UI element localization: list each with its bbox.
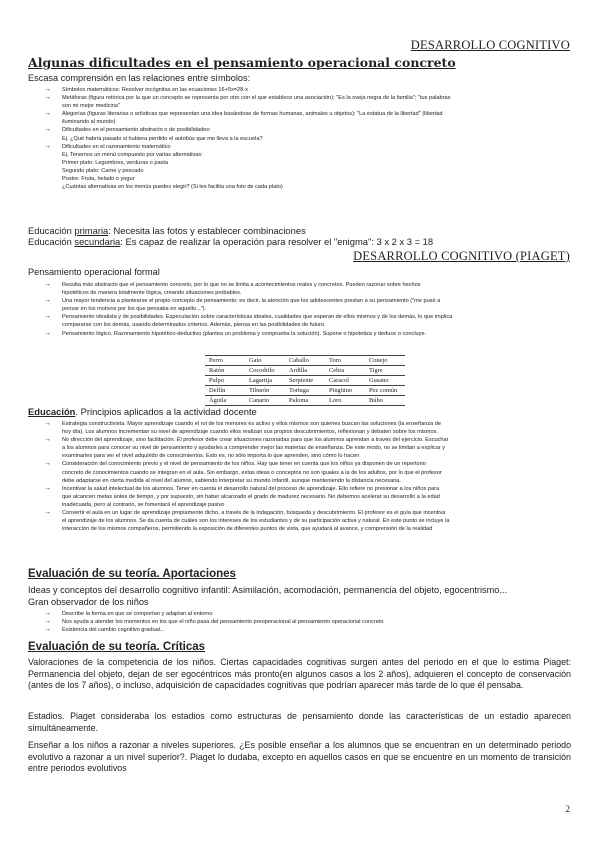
list-item-line: → Dificultades en el razonamiento matemático (62, 143, 171, 150)
table-cell: Gusano (365, 376, 405, 386)
list-item (44, 436, 564, 460)
list-item-line: pensar en los motivos por los que pensaba en aquello..."). (62, 306, 207, 313)
list-item-line: → Incentivar la salud intelectual de los alumnos. Tener en cuenta el desarrollo natural del proceso de aprendizaje. Ello refiere no presionar a los niños para (62, 485, 440, 492)
list-item (44, 460, 564, 484)
list-item-line: el aprendizaje de los alumnos. Se da cuenta de cuáles son los intereses de los estudiantes y de su participación activa y natural. En este punto se incluye la (62, 518, 450, 525)
list-item (44, 143, 564, 192)
list-item-line: que alcancen metas antes de tiempo, y por supuesto, sin haber alcanzado el grado de madurez necesario. No debemos acelerar su desarrollo a la edad (62, 493, 440, 500)
list-item (44, 330, 564, 338)
list-item-line: → Alegorías (figuras literarias o artísticas que representan una idea basándose de formas humanas, animales u objetos): "La estatua de la libertad" (libertad (62, 111, 443, 118)
table-cell: Gato (245, 356, 285, 366)
list-item-line: hoy día). Los alumnos incrementan su nivel de aprendizaje cuando ellos realizan sus propios descubrimientos, reflexionan y debaten sobre los mismos. (62, 429, 438, 436)
list-item (44, 626, 564, 634)
list-item-line: → Existencia del cambio cognitivo gradual... (62, 627, 165, 634)
table-cell: Caballo (285, 356, 325, 366)
list-item (44, 610, 564, 618)
animals-table (205, 355, 405, 406)
list-item (44, 281, 564, 297)
table-cell: Canario (245, 396, 285, 406)
list-item-line: Segundo plato: Carne y pescado (62, 167, 144, 174)
list-item-line: compararse con los demás, usando determinados criterios. Además, piensa en las posibilidades de futuro. (62, 322, 326, 329)
table-row (205, 356, 405, 366)
table-cell: Serpiente (285, 376, 325, 386)
table-row (205, 366, 405, 376)
criticas-paragraph-1: Valoraciones de la competencia de los niños. Ciertas capacidades cognitivas surgen antes del periodo en el que lo estima Piaget: Permanencia del objeto, dejan de ser egocéntricos más pronto(en algunos casos a los 2 años), adquieren el concepto de conservación (antes de los 7 años), o incluso, adquisición de capacidades cognitivas que podrían aparecer más tarde de lo que él pensaba. (28, 657, 571, 691)
table-cell: Delfín (205, 386, 245, 396)
page-number: 2 (565, 804, 570, 814)
list-item-line: → No dirección del aprendizaje, sino facilitación. El profesor debe crear situaciones razonadas para que los alumnos aprendan a través del ejercicio. Escuchar (62, 437, 449, 444)
list-item-line: examinarles para ver el nivel adquirido de conocimientos. Esto es, no sólo importa lo que aprenden, sino cómo lo hacen (62, 453, 360, 460)
educacion-secundaria-line: Educación secundaria: Es capaz de realizar la operación para resolver el "enigma": 3 x 2 x 3 = 18 (28, 236, 434, 247)
table-cell: Toro (325, 356, 365, 366)
table-cell: Búho (365, 396, 405, 406)
section-title-criticas: Evaluación de su teoría. Críticas (28, 641, 206, 653)
list-item-line: Postre: Fruta, helado o yogur (62, 176, 135, 183)
list-item-line: Ej. Tenemos un menú compuesto por varias alternativas: (62, 151, 203, 158)
list-item-line: → Pensamiento lógico. Razonamiento hipotético-deductivo (plantea un problema y comprueba la solución). Supone o hipotetiza y deduce o concluye. (62, 330, 427, 337)
table-cell: Caracol (325, 376, 365, 386)
educacion-primaria-line: Educación primaria: Necesita las fotos y establecer combinaciones (28, 225, 306, 236)
list-item-line: → Resulta más abstracto que el pensamiento concreto, por lo que no se limita a acontecimientos reales y concretos. Pueden razonar sobre hechos (62, 282, 421, 288)
list-item (44, 94, 564, 110)
list-item (44, 110, 564, 126)
table-cell: Pulpo (205, 376, 245, 386)
list-item (44, 126, 564, 142)
gran-observador-line: Gran observador de los niños (28, 597, 149, 607)
table-cell: Ratón (205, 366, 245, 376)
aportaciones-list (44, 610, 564, 634)
table-cell: Pez común (365, 386, 405, 396)
table-cell: Cebra (325, 366, 365, 376)
list-item-line: → Consideración del conocimiento previo y el nivel de pensamiento de los niños. Hay que tener en cuenta que los niños ya disponen de un repertorio (62, 461, 426, 468)
section-title-dificultades: Algunas dificultades en el pensamiento operacional concreto (28, 55, 456, 70)
table-cell: Paloma (285, 396, 325, 406)
list-item-line: ¿Cuántas alternativas en los menús puedes elegir? (Si les facilita una foto de cada plato) (62, 184, 283, 191)
table-cell: Ardilla (285, 366, 325, 376)
list-item-line: inadecuada, pero al contrario, se fomentará el aprendizaje pasivo (62, 501, 225, 508)
table-cell: Pingüino (325, 386, 365, 396)
list-item-line: → Símbolos matemáticos: Resolver incógnitas en las ecuaciones 16+5x=28-x (62, 87, 248, 93)
table-row (205, 396, 405, 406)
list-item-line: hipotéticos de manera totalmente lógica, creando situaciones probables. (62, 290, 242, 297)
table-cell: Tigre (365, 366, 405, 376)
table-cell: Águila (205, 396, 245, 406)
table-cell: Loro (325, 396, 365, 406)
list-item-line: → Describe la forma en que se comportan y adaptan al entorno (62, 611, 213, 617)
list-item (44, 313, 564, 329)
list-item-line: → Estrategia constructivista. Mayor aprendizaje cuando el rol de los menores es activo y ellos mismos son quienes buscan las soluciones (la enseñanza de (62, 421, 442, 427)
intro-simbolos: Escasa comprensión en las relaciones entre símbolos: (28, 73, 251, 83)
pensamiento-formal-subtitle: Pensamiento operacional formal (28, 267, 160, 277)
list-item-line: → Pensamiento idealista y de posibilidades. Especulación sobre características ideales, cualidades que esperan de ellos mismos y de los demás, lo que implica (62, 314, 453, 321)
ideas-conceptos-line: Ideas y conceptos del desarrollo cognitivo infantil: Asimilación, acomodación, permanencia del objeto, egocentrismo... (28, 585, 508, 595)
principios-list (44, 420, 564, 533)
list-item-line: a los alumnos para conocer su nivel de pensamiento y ayudarles a comprender mejor las materias de enseñanza. De este modo, no se limitan a explicar y (62, 445, 446, 452)
list-item (44, 618, 564, 626)
pensamiento-formal-list (44, 281, 564, 338)
criticas-paragraph-3: Enseñar a los niños a razonar a niveles superiores. ¿Es posible enseñar a los alumnos que se encuentran en un determinado periodo evolutivo a razonar a un nivel superior?. Piaget lo dudaba, excepto en aquellos casos en que se encuentre en un momento de transición entre periodos evolutivos (28, 740, 571, 774)
list-item-line: son mi mejor medicina" (62, 103, 120, 110)
list-item-line: debe adaptarse en cierta medida al nivel del alumno, sabiendo interpretar su mundo infantil, aunque manteniendo la distancia necesaria. (62, 477, 401, 484)
list-item-line: → Metáforas (figura retórica por la que un concepto se representa por otro con el que establece una asociación): "Es la oveja negra de la familia"; "tus palabras (62, 95, 451, 102)
list-item-line: → Nos ayuda a atender los momentos en los que el niño pasa del pensamiento preoperacional al pensamiento operacional concreto (62, 619, 384, 626)
list-item (44, 509, 564, 533)
list-item-line: concreto de conocimientos cuando se integran en el aula. Sin embargo, estas ideas o conceptos no son iguales a la de los adultos, por lo que el profesor (62, 469, 442, 476)
list-item-line: → Una mayor tendencia a plantearse el propio concepto de pensamiento; es decir, la atención que los adolescentes prestan a su pensamiento ("me pusé a (62, 298, 441, 305)
table-cell: Tiburón (245, 386, 285, 396)
criticas-paragraph-2: Estadios. Piaget consideraba los estadios como estructuras de pensamiento donde las características de un estadio aparecen simultáneamente. (28, 711, 571, 733)
table-cell: Conejo (365, 356, 405, 366)
table-row (205, 386, 405, 396)
table-row (205, 376, 405, 386)
dificultades-list (44, 86, 564, 191)
list-item-line: Primer plato: Legumbres, verduras o pasta (62, 159, 169, 166)
list-item (44, 297, 564, 313)
list-item-line: → Convertir el aula en un lugar de aprendizaje propiamente dicho, a través de la indagación, búsqueda y descubrimiento. El profesor es el guía que incentiva (62, 510, 446, 517)
list-item-line: iluminando al mundo) (62, 119, 116, 126)
table-cell: Cocodrilo (245, 366, 285, 376)
section-title-aportaciones: Evaluación de su teoría. Aportaciones (28, 568, 236, 580)
list-item-line: → Dificultades en el pensamiento abstracto o de posibilidades: (62, 127, 211, 134)
table-cell: Perro (205, 356, 245, 366)
table-cell: Lagartija (245, 376, 285, 386)
header-desarrollo-cognitivo-piaget: DESARROLLO COGNITIVO (PIAGET) (353, 249, 570, 263)
list-item-line: interacción de los mismos compañeros, permitiendo la exposición de diferentes puntos de vista, que ayudará al avance, y comprensión de la realidad (62, 526, 433, 533)
list-item-line: Ej. ¿Qué habría pasado si hubiera perdido el autobús que me lleva a la escuela? (62, 135, 263, 142)
table-cell: Tortuga (285, 386, 325, 396)
list-item (44, 420, 564, 436)
educacion-principios-title: Educación. Principios aplicados a la actividad docente (28, 406, 257, 417)
header-desarrollo-cognitivo: DESARROLLO COGNITIVO (410, 38, 570, 52)
list-item (44, 485, 564, 509)
list-item (44, 86, 564, 94)
